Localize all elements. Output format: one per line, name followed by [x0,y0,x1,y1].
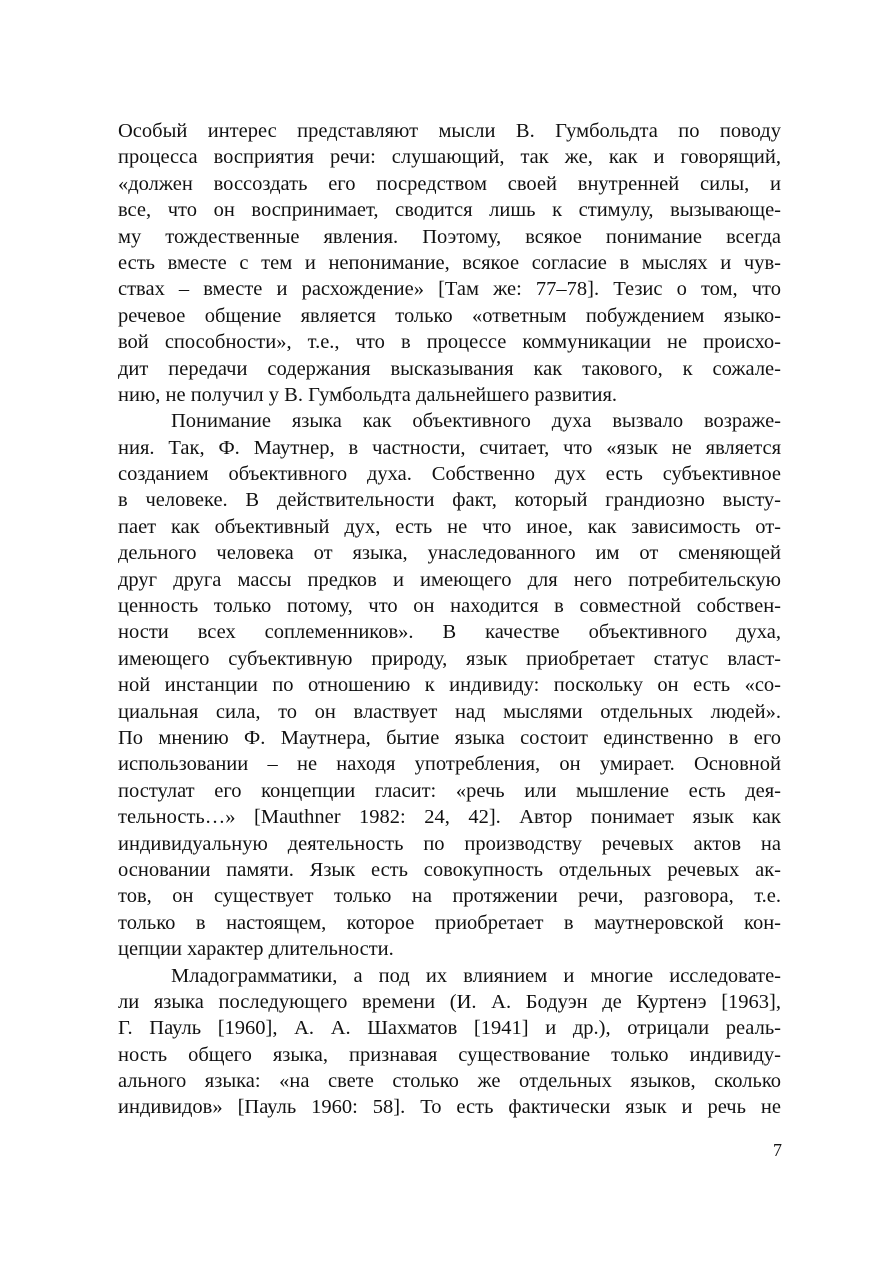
text-line: Особый интерес представляют мысли В. Гумбольдта по поводу [118,120,781,142]
text-line: нию, не получил у В. Гумбольдта дальнейшего развития. [118,383,618,406]
text-line: ли языка последующего времени (И. А. Бодуэн де Куртенэ [1963], [118,990,781,1013]
text-line: использовании – не находя употребления, он умирает. Основной [118,753,781,776]
text-line: ального языка: «на свете столько же отдельных языков, сколько [118,1070,781,1093]
text-line: речевое общение является только «ответным побуждением языко- [118,304,781,327]
text-line: му тождественные явления. Поэтому, всякое понимание всегда [118,225,781,248]
text-line: Понимание языка как объективного духа вызвало возраже- [171,410,781,433]
text-line: По мнению Ф. Маутнера, бытие языка состоит единственно в его [118,726,781,749]
text-line: цепции характер длительности. [118,938,394,961]
text-line: только в настоящем, которое приобретает в маутнеровской кон- [118,911,781,934]
text-line: вой способности», т.е., что в процессе коммуникации не происхо- [118,331,781,354]
text-line: дит передачи содержания высказывания как такового, к сожале- [118,357,781,380]
page-body [118,118,781,1121]
paragraph-3 [118,963,781,1121]
text-line: Младограмматики, а под их влиянием и многие исследовате- [171,964,781,987]
text-line: циальная сила, то он властвует над мыслями отдельных людей». [118,700,781,723]
text-line: тов, он существует только на протяжении речи, разговора, т.е. [118,885,781,908]
text-line: есть вместе с тем и непонимание, всякое согласие в мыслях и чув- [118,251,781,274]
text-line: ствах – вместе и расхождение» [Там же: 77–78]. Тезис о том, что [118,278,781,301]
paragraph-2 [118,408,781,962]
text-line: ности всех соплеменников». В качестве объективного духа, [118,621,781,644]
page-number: 7 [773,1140,782,1160]
text-line: ной инстанции по отношению к индивиду: поскольку он есть «со- [118,674,781,697]
text-line: пает как объективный дух, есть не что иное, как зависимость от- [118,515,781,538]
text-line: дельного человека от языка, унаследованного им от сменяющей [118,542,781,565]
text-line: ценность только потому, что он находится в совместной собствен- [118,595,781,618]
text-line: основании памяти. Язык есть совокупность отдельных речевых ак- [118,858,781,881]
text-line: постулат его концепции гласит: «речь или мышление есть дея- [118,779,781,802]
text-line: процесса восприятия речи: слушающий, так же, как и говорящий, [118,146,781,169]
text-line: ния. Так, Ф. Маутнер, в частности, считает, что «язык не является [118,436,781,459]
text-line: тельность…» [Mauthner 1982: 24, 42]. Автор понимает язык как [118,806,781,829]
text-line: индивидуальную деятельность по производству речевых актов на [118,832,781,855]
text-line: имеющего субъективную природу, язык приобретает статус власт- [118,647,781,670]
text-line: индивидов» [Пауль 1960: 58]. То есть фактически язык и речь не [118,1096,781,1119]
text-line: ность общего языка, признавая существование только индивиду- [118,1043,781,1066]
text-line: друг друга массы предков и имеющего для него потребительскую [118,568,781,591]
text-line: «должен воссоздать его посредством своей внутренней силы, и [118,172,781,195]
text-line: Г. Пауль [1960], А. А. Шахматов [1941] и др.), отрицали реаль- [118,1017,781,1040]
paragraph-1 [118,118,781,408]
text-line: все, что он воспринимает, сводится лишь к стимулу, вызывающе- [118,199,781,222]
text-line: созданием объективного духа. Собственно дух есть субъективное [118,463,781,486]
text-line: в человеке. В действительности факт, который грандиозно высту- [118,489,781,512]
